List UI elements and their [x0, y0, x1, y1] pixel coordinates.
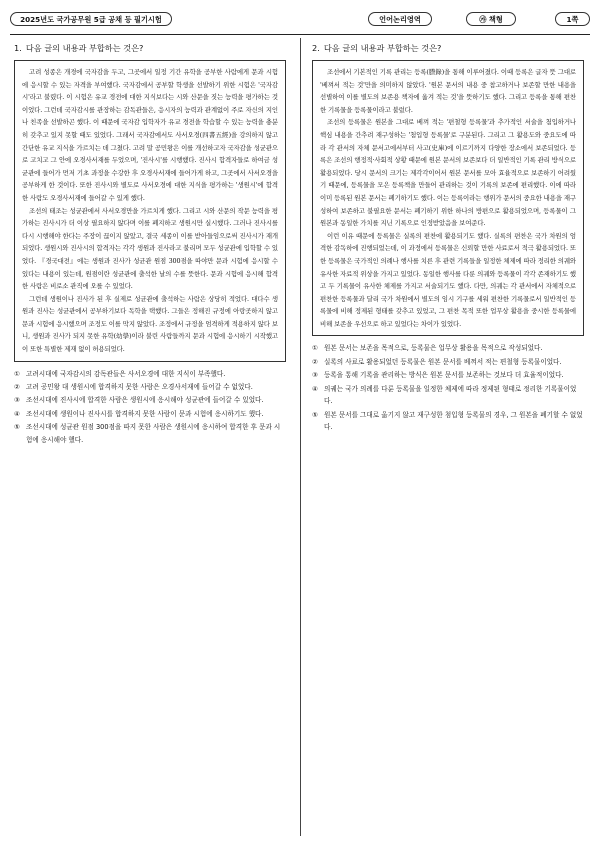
passage-paragraph: 조선에서 기본적인 기록 관리는 등록(謄錄)을 통해 이루어졌다. 이때 등록은 글자 뜻 그대로 '베껴서 적는 것'만을 의미하지 않았다. '원본 문서의 내용 중 참고하거나 보존할 만한 내용을 선별하여 이를 별도의 보존용 책자에 옮겨 적는 것'을 뜻하기도 했다. 그리고 등록을 통해 편찬한 기록물을 등록물이라고 불렀다.: [320, 68, 576, 114]
option-mark: ②: [14, 383, 20, 392]
option-text: 고려시대에 국자감시의 감독관들은 사서오경에 대한 지식이 부족했다.: [26, 369, 226, 378]
question-2-options: [312, 342, 584, 433]
passage-paragraph: 고려 성종은 개경에 국자감을 두고, 그곳에서 일정 기간 유학을 공부한 사람에게 문과 시험에 응시할 수 있는 자격을 부여했다. 국자감에서 공부할 학생을 선발하기 위한 시험은 '국자감시'라고 불렸다. 이 시험은 유교 경전에 대한 지식보다는 시와 산문을 짓는 능력을 평가하는 것이었다. 그런데 국자감시를 관장하는 감독관들은, 응시자의 능력과 관계없이 주로 자신의 지인나 친족을 선발하곤 했다. 이 때문에 국자감 입학자가 유교 경전을 학습할 수 있는 능력을 충분히 갖추고 있지 못할 때도 있었다. 그래서 국자감에서도 사서오경(四書五經)을 강의하지 않고 간단한 유교 지식을 가르치는 데 그쳤다. 고려 말 공민왕은 이를 개선하고자 국자감을 성균관으로 고치고 그 안에 오경사서재를 두었으며, '진사시'를 시행했다. 진사시 합격자들로 하여금 성균관에 들어가 먼저 기초 과정을 수강한 후 오경사서재에 들어가게 하고, 그곳에서 사서오경을 공부하게 한 것이다. 또한 진사시와 별도로 사서오경에 대한 지식을 평가하는 '생원시'에 합격한 사람도 오경사서재에 들어갈 수 있게 했다.: [22, 68, 278, 202]
question-1-passage: [14, 60, 286, 362]
question-2-passage: [312, 60, 584, 336]
option-text: 실록의 사료로 활용되었던 등록물은 원본 문서를 베껴서 적는 편철형 등록물이었다.: [324, 357, 562, 366]
answer-option-5[interactable]: [14, 421, 286, 446]
answer-option-3[interactable]: [312, 369, 584, 381]
option-text: 원본 문서는 보존을 목적으로, 등록물은 업무상 활용을 목적으로 작성되었다.: [324, 344, 543, 353]
column-divider: [300, 38, 301, 836]
option-mark: ④: [14, 409, 20, 418]
option-text: 원본 문서를 그대로 옮기지 않고 재구성한 첨입형 등록물의 경우, 그 원본을 폐기할 수 없었다.: [324, 410, 583, 431]
option-mark: ②: [312, 357, 318, 366]
option-text: 조선시대에 성균관 원점 300점을 따지 못한 사람은 생원시에 응시하여 합격한 후 문과 시험에 응시해야 했다.: [26, 423, 281, 444]
answer-option-4[interactable]: [312, 383, 584, 408]
question-1-number: 1.: [14, 43, 22, 53]
question-2: [312, 42, 584, 434]
option-mark: ③: [312, 371, 318, 380]
page-number: 1쪽: [555, 12, 590, 26]
passage-paragraph: 그런데 생원이나 진사가 된 후 실제로 성균관에 출석하는 사람은 상당히 적었다. 대다수 생원과 진사는 성균관에서 공부하기보다 독학을 택했다. 그들은 정해진 규정에 아랑곳하지 않고 문과 시험에 응시했으며 조정도 이를 막지 않았다. 조정에서 규정을 엄격하게 적용하지 않다 보니, 생원과 진사가 되지 못한 유학(幼學)이라 불린 사람들까지 문과 시험에 응시하기 시작했고 이 또한 특별한 제재 없이 허용되었다.: [22, 294, 278, 354]
option-mark: ④: [312, 384, 318, 393]
booklet-label: ㉮ 책형: [466, 12, 516, 26]
option-mark: ①: [312, 344, 318, 353]
option-mark: ③: [14, 396, 20, 405]
answer-option-4[interactable]: [14, 408, 286, 420]
answer-option-2[interactable]: [14, 381, 286, 393]
answer-option-1[interactable]: [14, 368, 286, 380]
question-2-number: 2.: [312, 43, 320, 53]
option-mark: ⑤: [14, 423, 20, 432]
answer-option-3[interactable]: [14, 394, 286, 406]
option-text: 등록을 통해 기록을 관리하는 방식은 원본 문서를 보존하는 것보다 더 효율적이었다.: [324, 371, 564, 380]
answer-option-5[interactable]: [312, 409, 584, 434]
option-text: 의궤는 국가 의례를 다룬 등록물을 일정한 체제에 따라 정제된 형태로 정리한 기록물이었다.: [324, 384, 577, 406]
question-2-prompt: 다음 글의 내용과 부합하는 것은?: [323, 43, 442, 53]
option-text: 조선시대에 진사시에 합격한 사람은 생원시에 응시해야 성균관에 들어갈 수 있었다.: [26, 396, 264, 405]
option-text: 고려 공민왕 대 생원시에 합격하지 못한 사람은 오경사서재에 들어갈 수 없었다.: [26, 383, 253, 392]
option-mark: ⑤: [312, 410, 318, 419]
option-mark: ①: [14, 369, 20, 378]
passage-paragraph: 조선의 등록물은 원본을 그대로 베껴 적는 '편철형 등록물'과 추가적인 서술을 첨입하거나 핵심 내용을 간추려 재구성하는 '첨입형 등록물'로 구분된다. 그리고 그 활용도와 중요도에 따라 각 관서의 자체 문서고에서부터 사고(史庫)에 이르기까지 다양한 장소에서 보존되었다. 등록은 조선의 행정적·사회적 상황 때문에 원본 문서의 보존보다 더 일반적인 기록 관리 방식으로 활용되었다. 당시 문서의 크기는 제각각이어서 원본 문서를 모아 효율적으로 보존하기 어려웠기 때문에, 등록물을 모은 등록책을 만들어 관리하는 것이 기록의 보존에 편리했다. 이에 따라 이미 등록된 원본 문서는 폐기하기도 했다. 이는 등록이라는 행위가 문서의 중요한 내용을 재구성하여 보존하고 불필요한 문서는 폐기하기 위한 하나의 방편으로 활용되었으며, 등록물이 그 원본과 동일한 가치를 지닌 기록으로 인정받았음을 보여준다.: [320, 118, 576, 228]
question-1: [14, 42, 286, 447]
answer-option-2[interactable]: [312, 356, 584, 368]
question-1-title: [14, 42, 286, 54]
exam-title: 2025년도 국가공무원 5급 공채 등 필기시험: [10, 12, 172, 26]
question-2-title: [312, 42, 584, 54]
question-1-prompt: 다음 글의 내용과 부합하는 것은?: [25, 43, 144, 53]
question-1-options: [14, 368, 286, 446]
option-text: 조선시대에 생원이나 진사시를 합격하지 못한 사람이 문과 시험에 응시하기도 했다.: [26, 409, 264, 418]
header-rule: [10, 34, 590, 35]
answer-option-1[interactable]: [312, 342, 584, 354]
passage-paragraph: 이런 이유 때문에 등록물은 실록의 편찬에 활용되기도 했다. 실록의 편찬은 국가 차원의 엄격한 감독하에 진행되었는데, 이 과정에서 등록물은 신뢰할 만한 사료로서 적극 활용되었다. 또한 등록물은 국가적인 의례나 행사를 치른 후 관련 기록들을 일정한 체제에 따라 정리한 의궤와 유사한 자료적 위상을 가지고 있었다. 동일한 행사를 다룬 의궤와 등록물이 각각 존재하기도 했고 두 기록물이 유사한 체제를 가지고 서술되기도 했다. 다만, 의궤는 각 관서에서 자체적으로 편찬한 등록물과 달리 국가 차원에서 별도의 임시 기구를 세워 편찬한 기록물로서 일반적인 등록물에 비해 정제된 형태를 갖추고 있었고, 그 편찬 목적 또한 업무상 활용을 중시한 등록물에 비해 보존을 우선으로 하고 있었다는 차이가 있었다.: [320, 231, 576, 328]
subject-label: 언어논리영역: [368, 12, 432, 26]
passage-paragraph: 조선의 태조는 성균관에서 사서오경만을 가르치게 했다. 그리고 시와 산문의 작문 능력을 평가하는 진사시가 더 이상 필요하지 않다며 이를 폐지하고 생원시만 실시했다. 그러나 진사시를 다시 시행해야 한다는 주장이 끊이지 않았고, 결국 세종이 이를 받아들임으로써 진사시가 재개되었다. 생원시와 진사시의 합격자는 각각 생원과 진사라고 불리며 모두 성균관에 입학할 수 있었다. 『경국대전』에는 생원과 진사가 성균관 원점 300점을 따야만 문과 시험에 응시할 수 있다는 내용이 있는데, 원점이란 성균관에 출석한 날의 수를 뜻한다. 문과 시험에 응시해 합격한 사람은 비로소 관직에 오를 수 있었다.: [22, 206, 278, 291]
